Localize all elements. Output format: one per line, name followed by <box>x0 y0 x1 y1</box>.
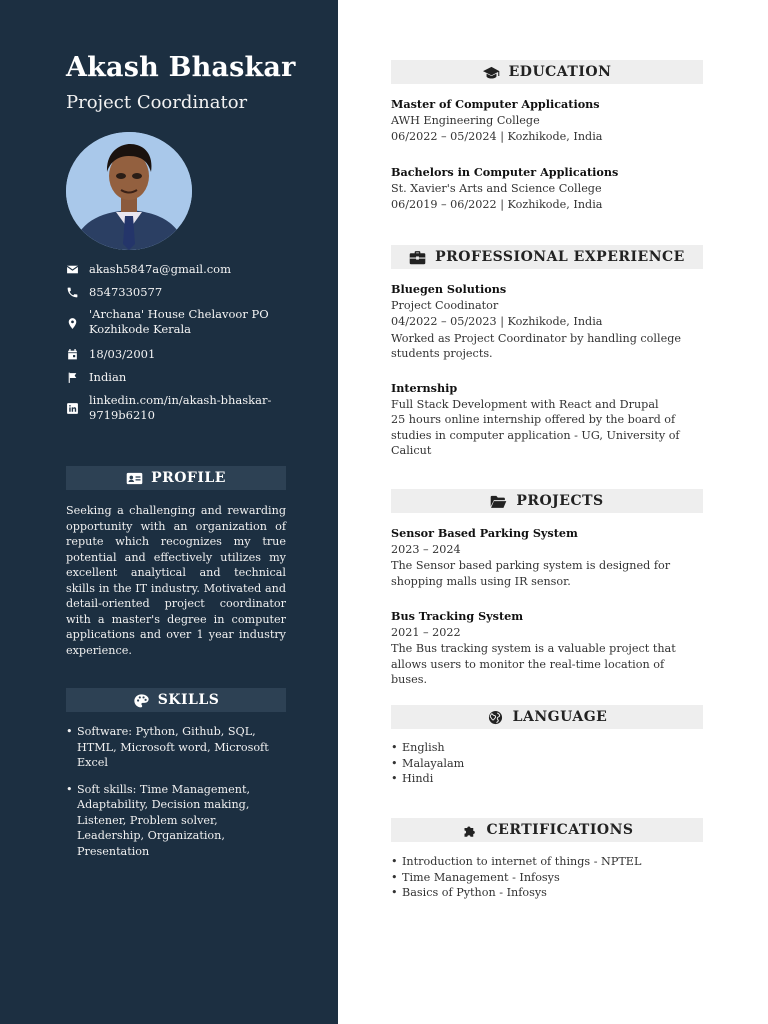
phone-icon <box>66 286 79 299</box>
certifications-heading <box>391 818 703 842</box>
certifications-heading-text: CERTIFICATIONS <box>486 822 634 838</box>
certifications-list <box>391 854 703 901</box>
skills-heading <box>66 688 286 712</box>
entry-dates: 04/2022 – 05/2023 | Kozhikode, India <box>391 315 603 328</box>
globe-icon <box>487 710 504 725</box>
entry-role: Full Stack Development with React and Drupal <box>391 397 659 411</box>
experience-heading <box>391 245 703 269</box>
main-content <box>338 0 768 1024</box>
profile-heading-text: PROFILE <box>151 470 226 486</box>
entry-dates: 06/2022 – 05/2024 | Kozhikode, India <box>391 130 603 143</box>
job-title: Project Coordinator <box>66 92 248 113</box>
list-item: • English <box>391 740 703 756</box>
dob-text: 18/03/2001 <box>89 347 156 361</box>
address-text: 'Archana' House Chelavoor PO Kozhikode Kerala <box>89 307 269 336</box>
entry-dates: 2023 – 2024 <box>391 542 461 556</box>
education-heading-text: EDUCATION <box>508 64 612 80</box>
palette-icon <box>133 693 150 708</box>
list-item: • Software: Python, Github, SQL, HTML, Microsoft word, Microsoft Excel <box>66 724 286 771</box>
list-item: • Hindi <box>391 771 703 787</box>
contact-nationality <box>66 370 286 385</box>
contact-address <box>66 307 286 337</box>
entry-title: Internship <box>391 381 458 395</box>
list-item: • Soft skills: Time Management, Adaptability, Decision making, Listener, Problem solver, Leadership, Organization, Presentation <box>66 782 286 860</box>
phone-text: 8547330577 <box>89 285 163 299</box>
skills-list <box>66 724 286 870</box>
entry-org: AWH Engineering College <box>391 113 540 127</box>
profile-summary: Seeking a challenging and rewarding opportunity with an organization of repute which recognizes my true potential and effectively utilizes my excellent analytical and technical skills in the IT industry. Motivated and detail-oriented project coordinator with a master's degree in computer applications and over 1 year industry experience. <box>66 504 286 657</box>
projects-heading <box>391 489 703 513</box>
skills-heading-text: SKILLS <box>157 692 220 708</box>
entry-description: The Bus tracking system is a valuable project that allows users to monitor the real-time location of buses. <box>391 642 676 686</box>
email-icon <box>66 263 79 276</box>
entry-title: Master of Computer Applications <box>391 97 600 111</box>
puzzle-icon <box>461 823 478 838</box>
language-heading <box>391 705 703 729</box>
list-item: • Time Management - Infosys <box>391 870 703 886</box>
contact-linkedin[interactable] <box>66 393 286 423</box>
id-card-icon <box>126 471 143 486</box>
contact-phone[interactable] <box>66 285 286 300</box>
calendar-icon <box>66 348 79 361</box>
briefcase-icon <box>409 250 426 265</box>
contact-email[interactable] <box>66 262 286 277</box>
graduation-cap-icon <box>483 65 500 80</box>
person-name: Akash Bhaskar <box>66 52 296 83</box>
entry-org: St. Xavier's Arts and Science College <box>391 181 602 195</box>
profile-heading <box>66 466 286 490</box>
experience-entry <box>391 381 703 459</box>
entry-dates: 2021 – 2022 <box>391 625 461 639</box>
list-item: • Malayalam <box>391 756 703 772</box>
entry-description: The Sensor based parking system is designed for shopping malls using IR sensor. <box>391 559 671 588</box>
entry-title: Bus Tracking System <box>391 609 524 623</box>
entry-title: Bachelors in Computer Applications <box>391 165 619 179</box>
education-heading <box>391 60 703 84</box>
flag-icon <box>66 371 79 384</box>
location-pin-icon <box>66 317 79 330</box>
experience-entry <box>391 282 703 362</box>
folder-icon <box>490 494 507 509</box>
entry-title: Bluegen Solutions <box>391 282 507 296</box>
email-text: akash5847a@gmail.com <box>89 262 232 276</box>
list-item: • Basics of Python - Infosys <box>391 885 703 901</box>
language-heading-text: LANGUAGE <box>512 709 608 725</box>
entry-description: Worked as Project Coordinator by handling college students projects. <box>391 331 681 360</box>
language-list <box>391 740 703 787</box>
project-entry <box>391 609 703 688</box>
entry-dates: 06/2019 – 06/2022 | Kozhikode, India <box>391 198 603 211</box>
contact-dob <box>66 347 286 362</box>
projects-heading-text: PROJECTS <box>516 493 604 509</box>
project-entry <box>391 526 703 589</box>
linkedin-text: linkedin.com/in/akash-bhaskar-9719b6210 <box>89 393 272 422</box>
avatar <box>66 132 192 250</box>
education-entry <box>391 165 703 213</box>
experience-heading-text: PROFESSIONAL EXPERIENCE <box>435 249 685 265</box>
entry-role: Project Coodinator <box>391 298 499 312</box>
list-item: • Introduction to internet of things - NPTEL <box>391 854 703 870</box>
entry-description: 25 hours online internship offered by the board of studies in computer application - UG, University of Calicut <box>391 413 680 457</box>
sidebar <box>0 0 338 1024</box>
entry-title: Sensor Based Parking System <box>391 526 578 540</box>
education-entry <box>391 97 703 145</box>
linkedin-icon <box>66 402 79 415</box>
nationality-text: Indian <box>89 370 127 384</box>
